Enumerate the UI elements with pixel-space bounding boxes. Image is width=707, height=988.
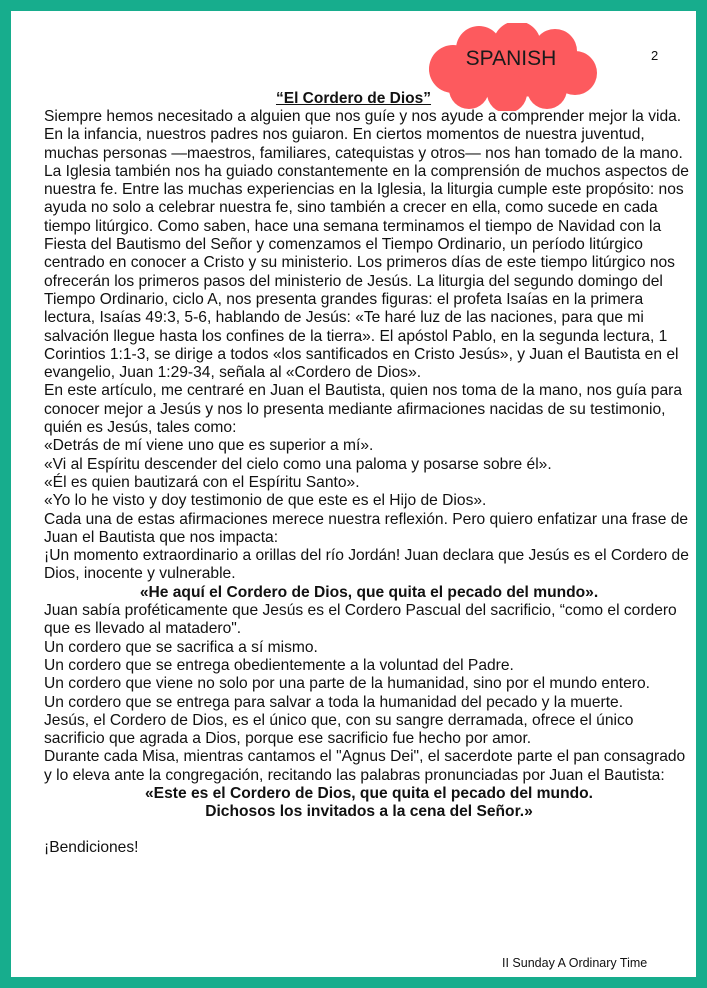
quote-line: «Vi al Espíritu descender del cielo como una paloma y posarse sobre él».	[44, 455, 552, 473]
lamb-line: Un cordero que se entrega para salvar a toda la humanidad del pecado y la muerte.	[44, 693, 624, 711]
spacer	[44, 822, 694, 839]
paragraph-mass: Durante cada Misa, mientras cantamos el "Agnus Dei", el sacerdote parte el pan consagrado y lo eleva ante la congregación, recitando las palabras pronunciadas por Juan el Bautista:	[44, 748, 686, 784]
language-badge-label: SPANISH	[465, 47, 557, 70]
article-body	[44, 108, 694, 857]
paragraph-sacrifice: Jesús, el Cordero de Dios, es el único que, con su sangre derramada, ofrece el único sacrificio que agrada a Dios, porque ese sacrificio fue hecho por amor.	[44, 711, 634, 748]
paragraph-lamb: Juan sabía proféticamente que Jesús es el Cordero Pascual del sacrificio, “como el cordero que es llevado al matadero".	[44, 602, 677, 638]
lamb-line: Un cordero que se sacrifica a sí mismo.	[44, 638, 318, 656]
highlight-quote: «He aquí el Cordero de Dios, que quita el pecado del mundo».	[139, 583, 599, 601]
quote-line: «Detrás de mí viene uno que es superior a mí».	[44, 437, 374, 455]
quote-line: «Él es quien bautizará con el Espíritu Santo».	[44, 473, 360, 491]
lamb-line: Un cordero que viene no solo por una parte de la humanidad, sino por el mundo entero.	[44, 675, 650, 693]
paragraph-reflection: Cada una de estas afirmaciones merece nuestra reflexión. Pero quiero enfatizar una frase de Juan el Bautista que nos impacta:	[44, 510, 689, 546]
footer-liturgical-date: II Sunday A Ordinary Time	[502, 956, 648, 970]
page-number: 2	[651, 48, 659, 63]
paragraph-focus: En este artículo, me centraré en Juan el Bautista, quien nos toma de la mano, nos guía para conocer mejor a Jesús y nos lo presenta mediante afirmaciones nacidas de su testimonio, quién es Jesús, tales como:	[44, 382, 682, 437]
closing-quote-line-1: «Este es el Cordero de Dios, que quita el pecado del mundo.	[145, 784, 593, 802]
closing-blessing: ¡Bendiciones!	[44, 838, 139, 856]
paragraph-intro: Siempre hemos necesitado a alguien que nos guíe y nos ayude a comprender mejor la vida. En la infancia, nuestros padres nos guiaron. En ciertos momentos de nuestra juventud, muchas personas —maestros, familiares, catequistas y otros— nos han tomado de la mano. La Iglesia también nos ha guiado constantemente en la comprensión de muchos aspectos de nuestra fe. Entre las muchas experiencias en la Iglesia, la liturgia cumple este propósito: nos ayuda no solo a celebrar nuestra fe, sino también a crecer en ella, como sucede en cada tiempo litúrgico. Como saben, hace una semana terminamos el tiempo de Navidad con la Fiesta del Bautismo del Señor y comenzamos el Tiempo Ordinario, un período litúrgico centrado en conocer a Cristo y su ministerio. Los primeros días de este tiempo litúrgico nos ofrecerán los primeros pasos del ministerio de Jesús. La liturgia del segundo domingo del Tiempo Ordinario, ciclo A, nos presenta grandes figuras: el profeta Isaías en la primera lectura, Isaías 49:3, 5-6, hablando de Jesús: «Te haré luz de las naciones, para que mi salvación llegue hasta los confines de la tierra». El apóstol Pablo, en la segunda lectura, 1 Corintios 1:1-3, se dirige a todos «los santificados en Cristo Jesús», y Juan el Bautista en el evangelio, Juan 1:29-34, señala al «Cordero de Dios».	[44, 108, 689, 382]
closing-quote-line-2: Dichosos los invitados a la cena del Señor.»	[205, 803, 533, 821]
paragraph-jordan: ¡Un momento extraordinario a orillas del río Jordán! Juan declara que Jesús es el Cordero de Dios, inocente y vulnerable.	[44, 547, 689, 583]
quote-line: «Yo lo he visto y doy testimonio de que este es el Hijo de Dios».	[44, 492, 487, 510]
article-title: “El Cordero de Dios”	[275, 90, 432, 107]
lamb-line: Un cordero que se entrega obedientemente a la voluntad del Padre.	[44, 656, 514, 674]
